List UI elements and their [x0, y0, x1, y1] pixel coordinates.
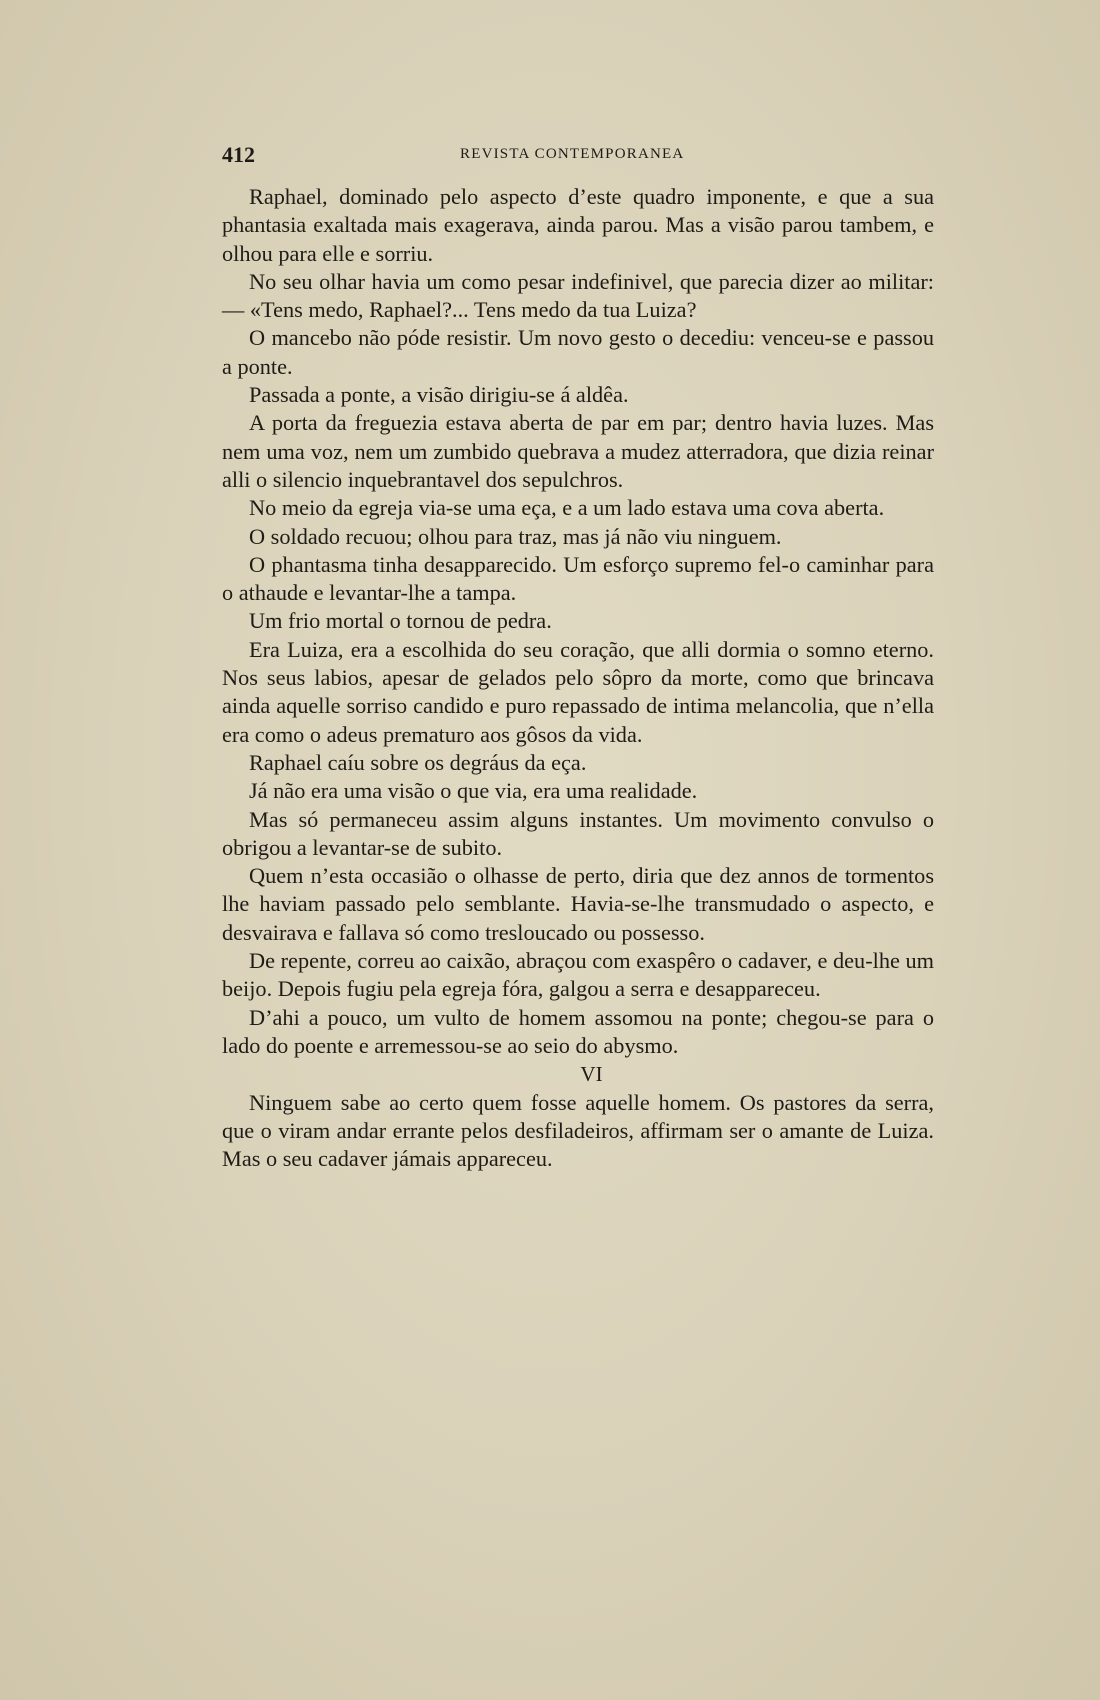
- paragraph: O mancebo não póde resistir. Um novo gesto o decediu: venceu-se e passou a ponte.: [222, 325, 934, 379]
- paragraph: Raphael, dominado pelo aspecto d’este quadro imponente, e que a sua phantasia exaltada mais exagerava, ainda parou. Mas a visão parou tambem, e olhou para elle e sorriu.: [222, 184, 934, 266]
- page-number: 412: [222, 142, 255, 167]
- journal-title: REVISTA CONTEMPORANEA: [460, 146, 685, 162]
- paragraph: Quem n’esta occasião o olhasse de perto, diria que dez annos de tormentos lhe haviam passado pelo semblante. Havia-se-lhe transmudado o aspecto, e desvairava e fallava só como tresloucado ou possesso.: [222, 863, 934, 945]
- paragraph: Passada a ponte, a visão dirigiu-se á aldêa.: [249, 382, 629, 408]
- paragraph: Mas só permaneceu assim alguns instantes. Um movimento convulso o obrigou a levantar-se de subito.: [222, 806, 934, 860]
- body-text: [222, 183, 934, 1173]
- paragraph: No seu olhar havia um como pesar indefinivel, que parecia dizer ao militar: — «Tens medo, Raphael?... Tens medo da tua Luiza?: [222, 268, 934, 323]
- paragraph: Um frio mortal o tornou de pedra.: [249, 608, 552, 634]
- paragraph: D’ahi a pouco, um vulto de homem assomou na ponte; chegou-se para o lado do poente e arremessou-se ao seio do abysmo.: [222, 1004, 934, 1058]
- paragraph: A porta da freguezia estava aberta de par em par; dentro havia luzes. Mas nem uma voz, nem um zumbido quebrava a mudez atterradora, que dizia reinar alli o silencio inquebrantavel dos sepulchros.: [222, 410, 934, 492]
- paragraph: De repente, correu ao caixão, abraçou com exaspêro o cadaver, e deu-lhe um beijo. Depois fugiu pela egreja fóra, galgou a serra e desappareceu.: [222, 948, 934, 1002]
- paragraph: Raphael caíu sobre os degráus da eça.: [249, 749, 587, 775]
- section-heading: VI: [580, 1062, 603, 1087]
- paragraph: Era Luiza, era a escolhida do seu coração, que alli dormia o somno eterno. Nos seus labios, apesar de gelados pelo sôpro da morte, como que brincava ainda aquelle sorriso candido e puro repassado de intima melancolia, que n’ella era como o adeus prematuro aos gôsos da vida.: [222, 636, 934, 747]
- running-head: [222, 142, 922, 166]
- paragraph: No meio da egreja via-se uma eça, e a um lado estava uma cova aberta.: [249, 495, 885, 521]
- paragraph: Ninguem sabe ao certo quem fosse aquelle homem. Os pastores da serra, que o viram andar errante pelos desfiladeiros, affirmam ser o amante de Luiza. Mas o seu cadaver jámais appareceu.: [222, 1089, 934, 1172]
- paragraph: O phantasma tinha desapparecido. Um esforço supremo fel-o caminhar para o athaude e levantar-lhe a tampa.: [222, 551, 934, 606]
- paragraph: Já não era uma visão o que via, era uma realidade.: [249, 778, 698, 804]
- paragraph: O soldado recuou; olhou para traz, mas já não viu ninguem.: [249, 523, 782, 549]
